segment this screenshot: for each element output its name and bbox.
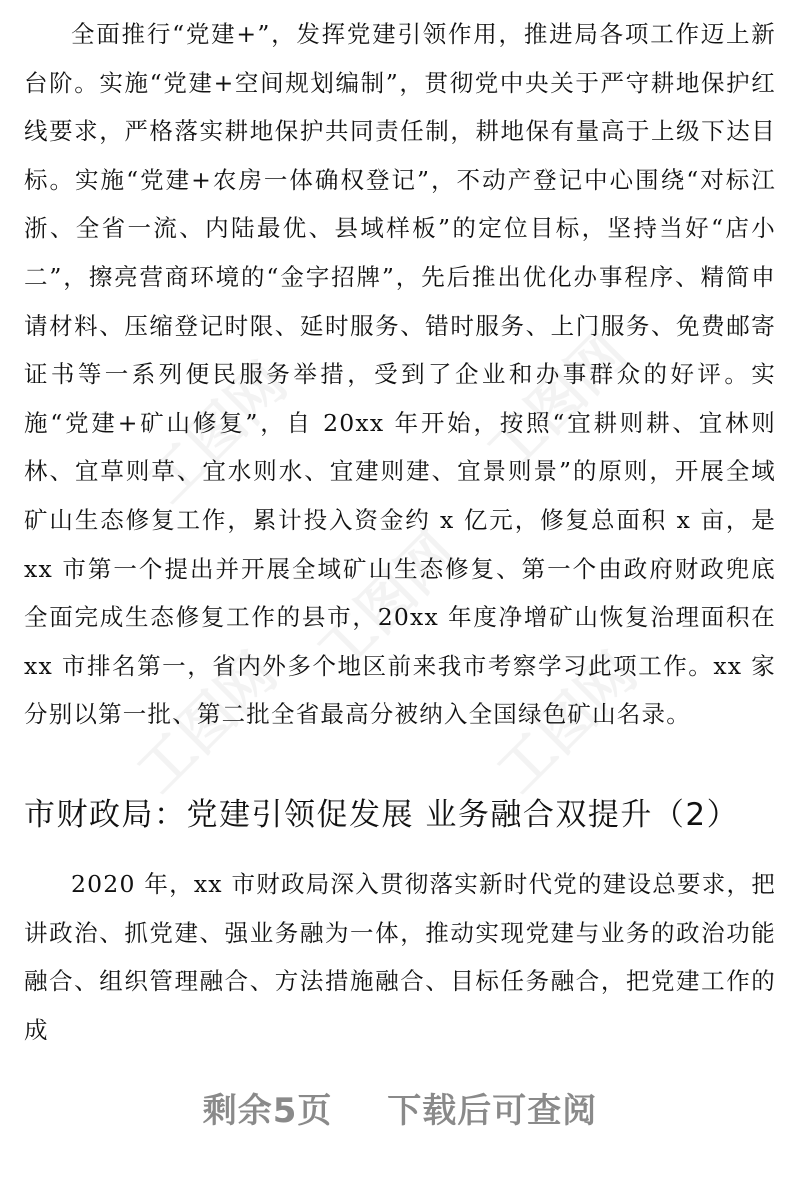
body-paragraph-party-building: 全面推行“党建+”，发挥党建引领作用，推进局各项工作迈上新台阶。实施“党建+空间规划编制”，贯彻党中央关于严守耕地保护红线要求，严格落实耕地保护共同责任制，耕地保有量高于上级下达目标。实施“党建+农房一体确权登记”，不动产登记中心围绕“对标江浙、全省一流、内陆最优、县域样板”的定位目标，坚持当好“店小二”，擦亮营商环境的“金字招牌”，先后推出优化办事程序、精简申请材料、压缩登记时限、延时服务、错时服务、上门服务、免费邮寄证书等一系列便民服务举措，受到了企业和办事群众的好评。实施“党建+矿山修复”，自 20xx 年开始，按照“宜耕则耕、宜林则林、宜草则草、宜水则水、宜建则建、宜景则景”的原则，开展全域矿山生态修复工作，累计投入资金约 x 亿元，修复总面积 x 亩，是 xx 市第一个提出并开展全域矿山生态修复、第一个由政府财政兜底全面完成生态修复工作的县市，20xx 年度净增矿山恢复治理面积在 xx 市排名第一，省内外多个地区前来我市考察学习此项工作。xx 家分别以第一批、第二批全省最高分被纳入全国绿色矿山名录。: [24, 20, 776, 729]
download-hint-label: 下载后可查阅: [387, 1091, 598, 1131]
section-heading: 市财政局：党建引领促发展 业务融合双提升（2）: [24, 797, 740, 833]
download-prompt[interactable]: [0, 1083, 800, 1132]
remaining-pages-label: 剩余5页: [202, 1091, 333, 1131]
body-paragraph-finance-bureau: 2020 年，xx 市财政局深入贯彻落实新时代党的建设总要求，把讲政治、抓党建、强业务融为一体，推动实现党建与业务的政治功能融合、组织管理融合、方法措施融合、目标任务融合，把党建工作的成: [24, 870, 776, 1044]
